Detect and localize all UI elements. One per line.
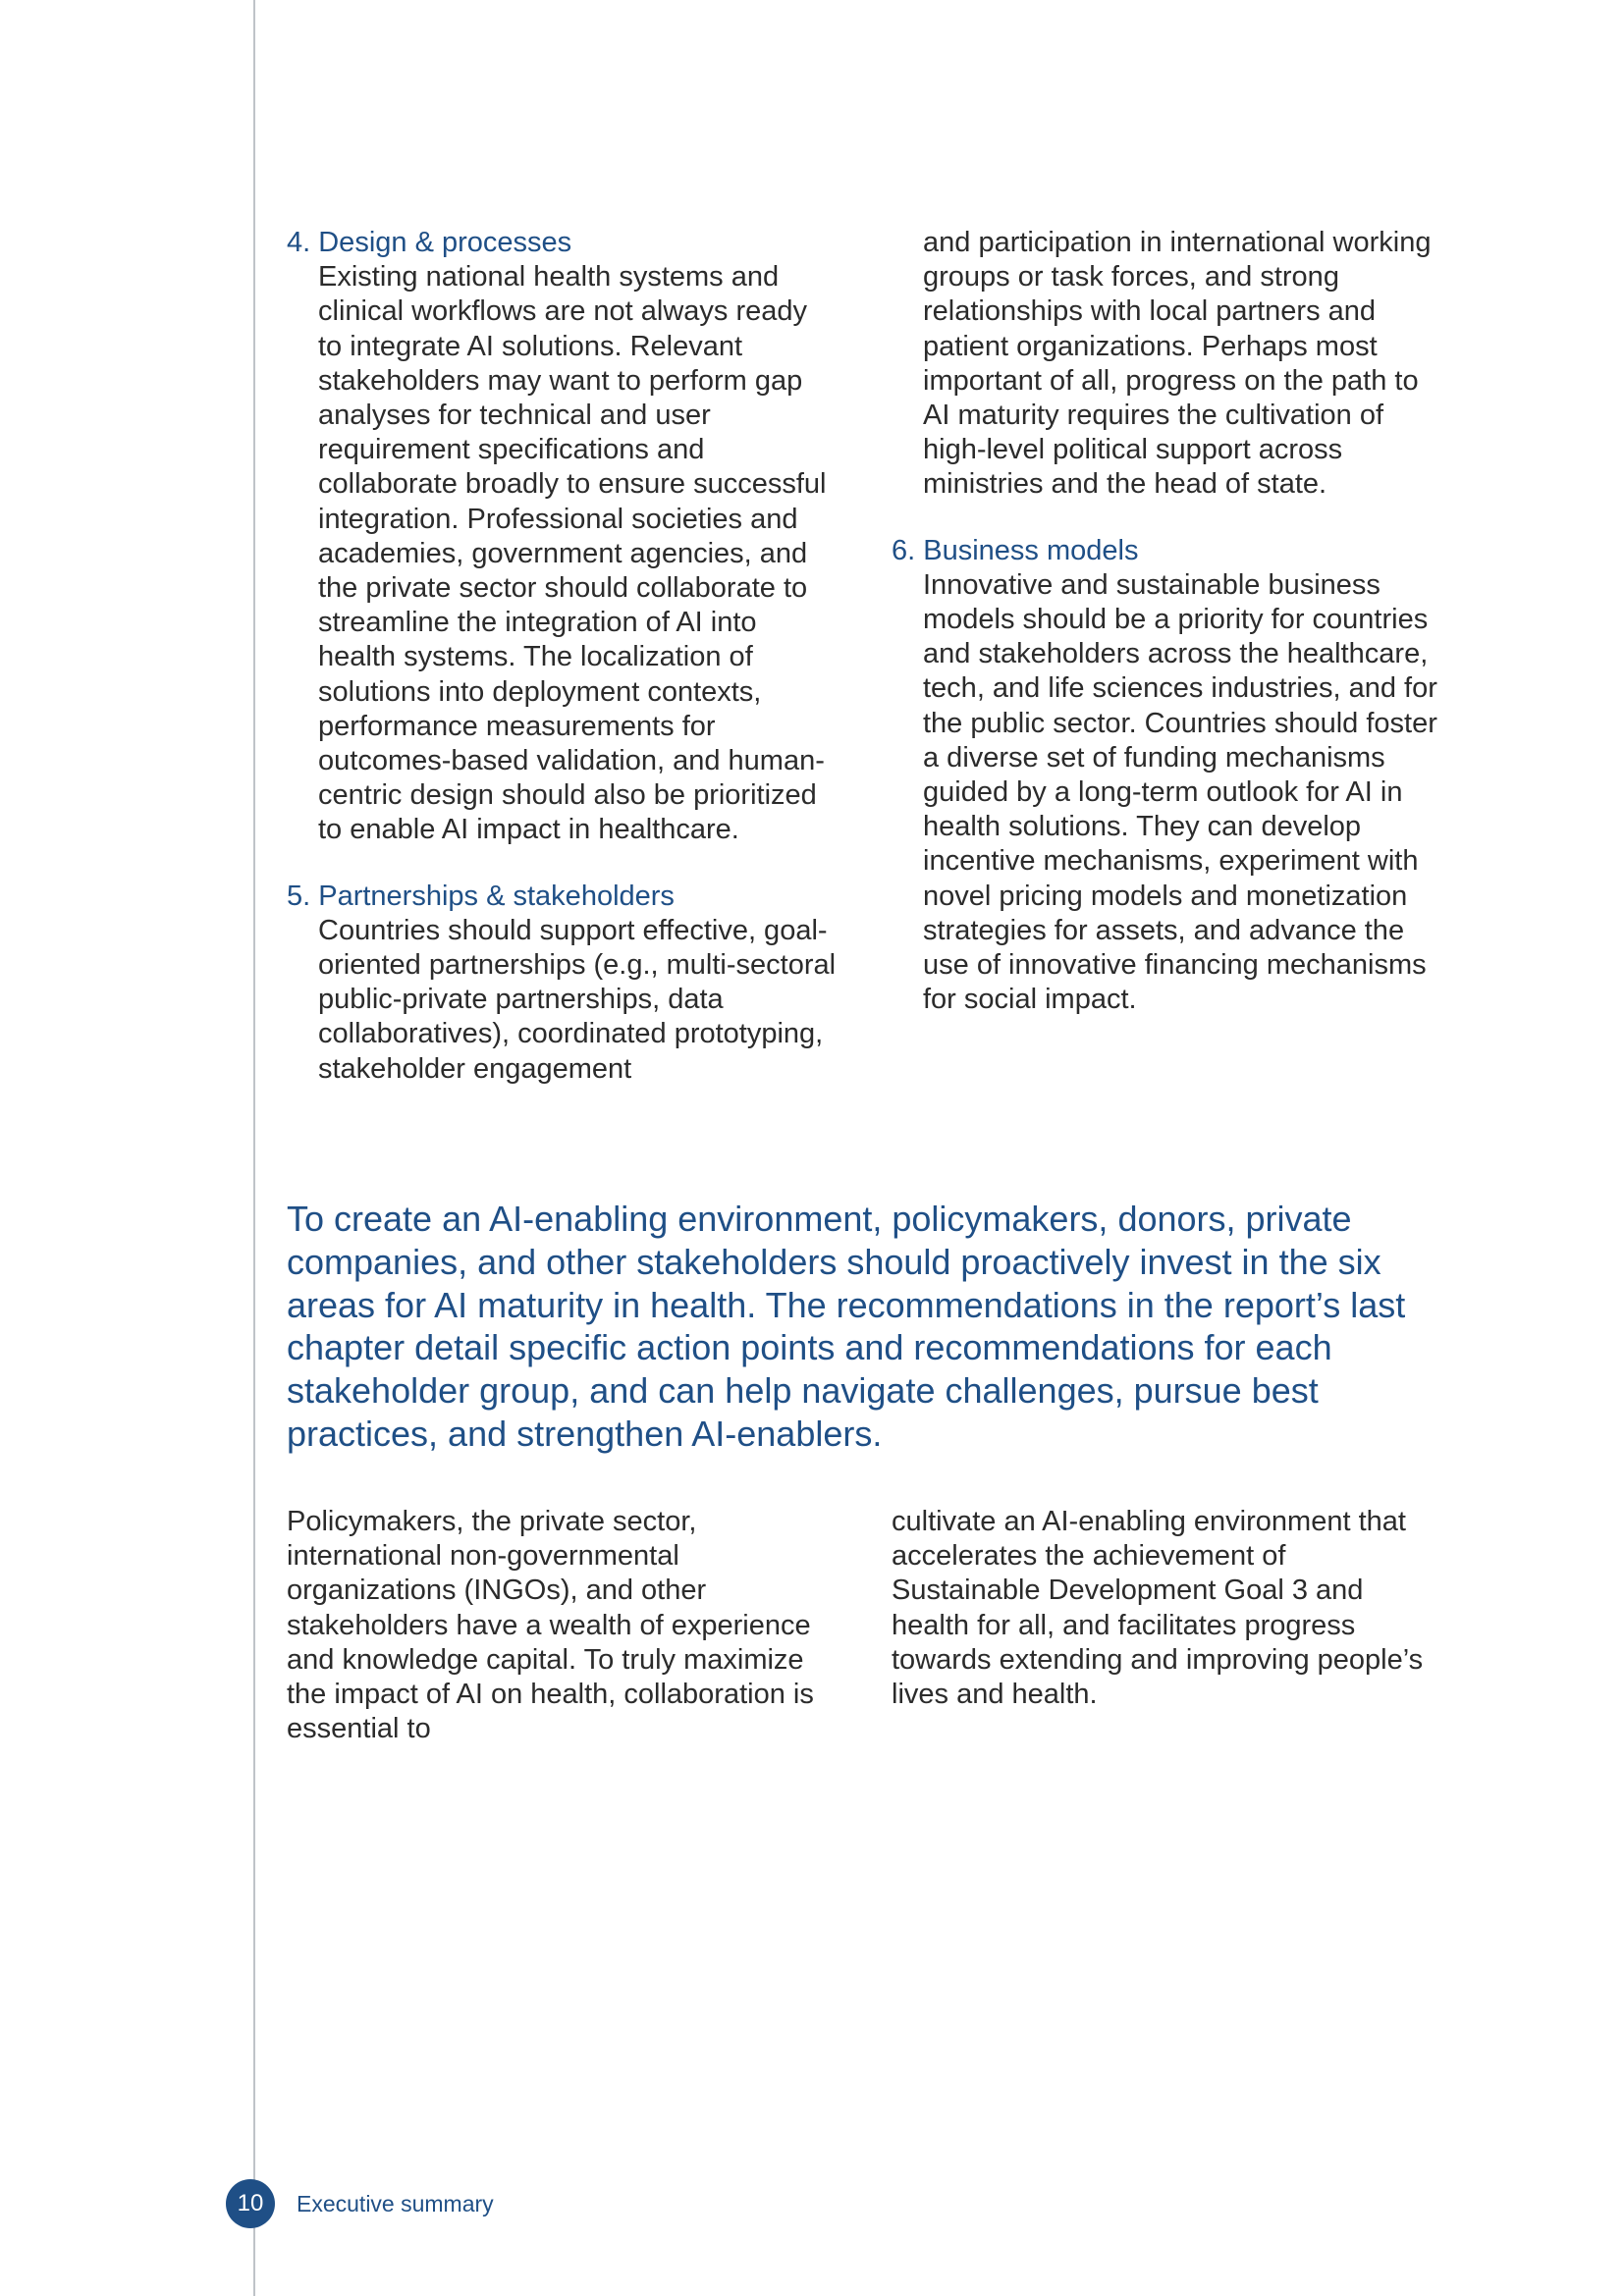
item-design-processes bbox=[287, 226, 837, 848]
closing-paragraph-left: Policymakers, the private sector, international non-governmental organizations (INGOs), and other stakeholders have a wealth of experience and knowledge capital. To truly maximize the impact of AI on health, collaboration is essential to bbox=[287, 1506, 814, 1745]
item-body: Existing national health systems and clinical workflows are not always ready to integrate AI solutions. Relevant stakeholders may want to perform gap analyses for technical and user requirement specifications and collaborate broadly to ensure successful integration. Professional societies and academies, government agencies, and the private sector should collaborate to streamline the integration of AI into health systems. The localization of solutions into deployment contexts, performance measurements for outcomes-based validation, and human-centric design should also be prioritized to enable AI impact in healthcare. bbox=[318, 261, 827, 846]
item-body: Countries should support effective, goal-oriented partnerships (e.g., multi-sectoral public-private partnerships, data collaboratives), coordinated prototyping, stakeholder engagement bbox=[318, 914, 837, 1085]
callout-text: To create an AI-enabling environment, policymakers, donors, private companies, and other stakeholders should proactively invest in the six areas for AI maturity in health. The recommendations in the report’s last chapter detail specific action points and recommendations for each stakeholder group, and can help navigate challenges, pursue best practices, and strengthen AI-enablers. bbox=[287, 1199, 1406, 1454]
page-number-badge: 10 bbox=[226, 2179, 275, 2228]
left-column bbox=[287, 226, 837, 1118]
item-partnerships-stakeholders bbox=[287, 880, 837, 1087]
item-title: 6. Business models bbox=[892, 534, 1139, 566]
item-body: and participation in international working groups or task forces, and strong relationships with local partners and patient organizations. Perhaps most important of all, progress on the path to AI maturity requires the cultivation of high-level political support across ministries and the head of state. bbox=[923, 227, 1432, 501]
right-column bbox=[892, 226, 1441, 1048]
item-title: 5. Partnerships & stakeholders bbox=[287, 880, 675, 912]
item-business-models bbox=[892, 534, 1441, 1018]
item-title: 4. Design & processes bbox=[287, 227, 572, 258]
item-body: Innovative and sustainable business models should be a priority for countries and stakeholders across the healthcare, tech, and life sciences industries, and for the public sector. Countries should foster a diverse set of funding mechanisms guided by a long-term outlook for AI in health solutions. They can develop incentive mechanisms, experiment with novel pricing models and monetization strategies for assets, and advance the use of innovative financing mechanisms for social impact. bbox=[923, 568, 1437, 1016]
closing-paragraph-right: cultivate an AI-enabling environment that accelerates the achievement of Sustainable Development Goal 3 and health for all, and facilitates progress towards extending and improving people’s lives and health. bbox=[892, 1506, 1424, 1711]
footer-section-label: Executive summary bbox=[297, 2191, 494, 2216]
margin-rule bbox=[253, 0, 255, 2296]
item-partnerships-continued bbox=[892, 226, 1441, 503]
